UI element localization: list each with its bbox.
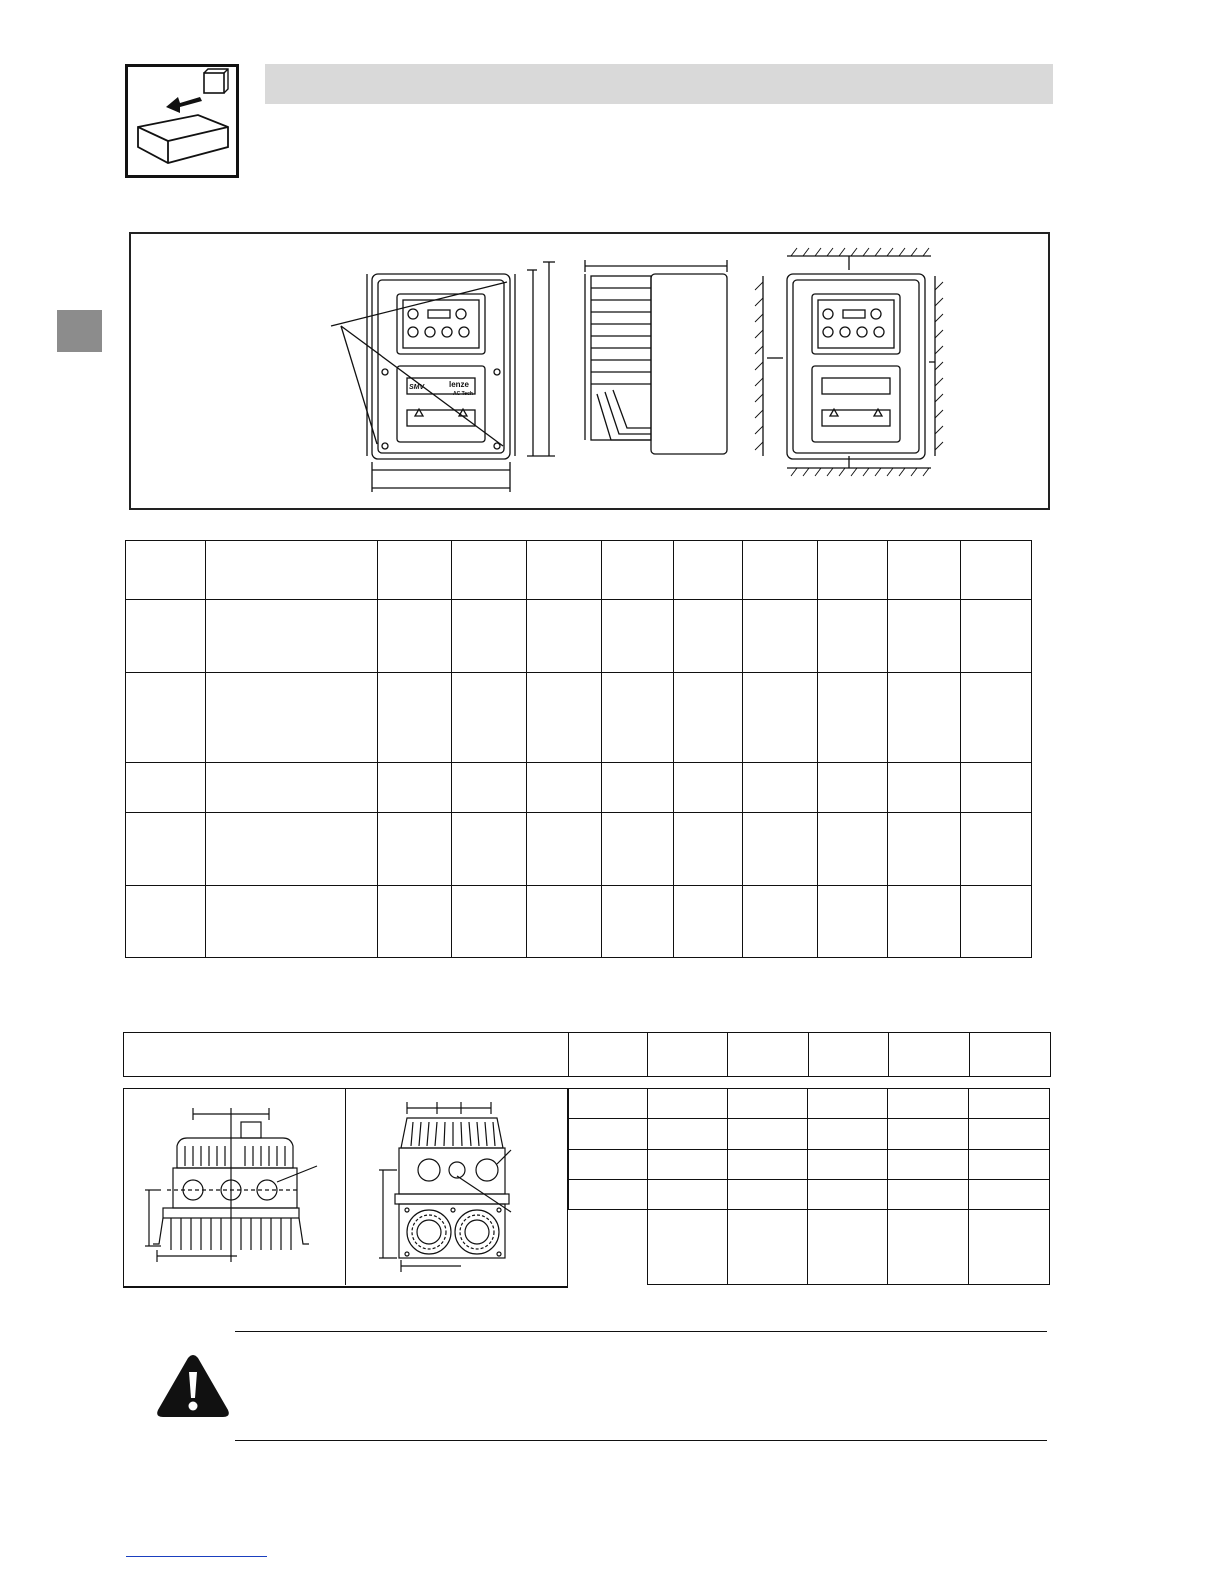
dimension-drawing-frame bbox=[129, 232, 1050, 510]
table-cell bbox=[808, 1180, 888, 1210]
table-cell bbox=[206, 763, 378, 813]
table-cell bbox=[969, 1210, 1050, 1285]
table-cell bbox=[674, 673, 743, 763]
table-cell bbox=[888, 1180, 969, 1210]
table-cell bbox=[743, 600, 818, 673]
table-cell bbox=[452, 673, 527, 763]
table-header-cell bbox=[648, 1033, 728, 1077]
table-row bbox=[126, 673, 1032, 763]
table-header-cell bbox=[602, 541, 674, 600]
table-header-cell bbox=[743, 541, 818, 600]
table-cell bbox=[527, 673, 602, 763]
table-cell bbox=[378, 673, 452, 763]
table-cell bbox=[527, 600, 602, 673]
table-cell bbox=[126, 886, 206, 958]
table-row bbox=[126, 813, 1032, 886]
table-cell bbox=[888, 1119, 969, 1150]
table-cell bbox=[569, 1180, 648, 1210]
table-cell bbox=[727, 1210, 808, 1285]
svg-text:SMV: SMV bbox=[409, 384, 425, 391]
table-cell bbox=[888, 1210, 969, 1285]
table-cell bbox=[126, 600, 206, 673]
table-row bbox=[569, 1089, 1050, 1119]
table-row bbox=[126, 600, 1032, 673]
table-header-cell bbox=[889, 1033, 970, 1077]
table-cell bbox=[647, 1180, 727, 1210]
dimension-table bbox=[125, 540, 1032, 958]
table-cell bbox=[569, 1089, 648, 1119]
table-row bbox=[569, 1210, 1050, 1285]
table-cell bbox=[602, 600, 674, 673]
table-cell bbox=[727, 1089, 808, 1119]
table-cell bbox=[602, 673, 674, 763]
table-header-cell bbox=[818, 541, 888, 600]
warning-triangle-icon bbox=[155, 1354, 231, 1420]
table-cell bbox=[378, 813, 452, 886]
table-cell bbox=[818, 886, 888, 958]
table-cell bbox=[888, 763, 961, 813]
table-header-cell bbox=[674, 541, 743, 600]
figure-divider bbox=[345, 1088, 346, 1285]
table-cell bbox=[569, 1119, 648, 1150]
table-header-cell bbox=[728, 1033, 809, 1077]
table-cell bbox=[452, 600, 527, 673]
warning-top-rule bbox=[235, 1331, 1047, 1332]
table-cell bbox=[969, 1150, 1050, 1180]
table-cell bbox=[969, 1180, 1050, 1210]
footer-link[interactable] bbox=[126, 1556, 267, 1557]
table-cell bbox=[888, 1089, 969, 1119]
table-cell bbox=[674, 813, 743, 886]
table-cell bbox=[969, 1089, 1050, 1119]
table-header-cell bbox=[527, 541, 602, 600]
table-cell bbox=[452, 813, 527, 886]
table-cell bbox=[602, 813, 674, 886]
table-cell bbox=[808, 1150, 888, 1180]
table-cell bbox=[527, 813, 602, 886]
table-cell bbox=[961, 813, 1032, 886]
table-cell bbox=[647, 1119, 727, 1150]
table-cell bbox=[378, 600, 452, 673]
table-cell bbox=[452, 886, 527, 958]
table-row bbox=[569, 1180, 1050, 1210]
table-header-cell bbox=[452, 541, 527, 600]
table-cell bbox=[961, 600, 1032, 673]
table-cell bbox=[569, 1210, 648, 1285]
conduit-values-table bbox=[568, 1088, 1050, 1285]
svg-text:lenze: lenze bbox=[449, 380, 470, 389]
table-cell bbox=[743, 763, 818, 813]
table-header-cell bbox=[809, 1033, 889, 1077]
table-row bbox=[126, 886, 1032, 958]
table-cell bbox=[206, 813, 378, 886]
table-header-cell bbox=[126, 541, 206, 600]
table-row bbox=[569, 1119, 1050, 1150]
table-cell bbox=[452, 763, 527, 813]
table-cell bbox=[961, 886, 1032, 958]
table-cell bbox=[647, 1150, 727, 1180]
warning-bottom-rule bbox=[235, 1440, 1047, 1441]
table-cell bbox=[602, 763, 674, 813]
conduit-section bbox=[123, 1088, 1050, 1287]
table-cell bbox=[961, 763, 1032, 813]
table-cell bbox=[743, 673, 818, 763]
table-cell bbox=[969, 1119, 1050, 1150]
table-cell bbox=[674, 600, 743, 673]
table-cell bbox=[126, 813, 206, 886]
front-view-drawing bbox=[331, 262, 555, 492]
table-cell bbox=[888, 600, 961, 673]
table-cell bbox=[818, 673, 888, 763]
table-cell bbox=[602, 886, 674, 958]
conduit-figure-small bbox=[127, 1092, 341, 1282]
install-box-icon bbox=[125, 64, 239, 178]
table-cell bbox=[647, 1210, 727, 1285]
svg-text:AC Tech: AC Tech bbox=[453, 391, 473, 397]
side-view-drawing bbox=[585, 260, 727, 454]
clearance-view-drawing bbox=[763, 256, 935, 468]
table-row bbox=[126, 763, 1032, 813]
table-cell bbox=[818, 600, 888, 673]
table-cell bbox=[206, 600, 378, 673]
table-cell bbox=[743, 886, 818, 958]
table-cell bbox=[961, 673, 1032, 763]
table-cell bbox=[888, 813, 961, 886]
table-cell bbox=[818, 813, 888, 886]
table-cell bbox=[206, 886, 378, 958]
table-cell bbox=[727, 1119, 808, 1150]
table-cell bbox=[808, 1089, 888, 1119]
table-header-cell bbox=[206, 541, 378, 600]
table-header-cell bbox=[888, 541, 961, 600]
table-cell bbox=[126, 763, 206, 813]
table-row bbox=[569, 1150, 1050, 1180]
table-header-cell bbox=[569, 1033, 648, 1077]
table-cell bbox=[888, 886, 961, 958]
table-cell bbox=[569, 1150, 648, 1180]
chapter-tab bbox=[57, 310, 102, 352]
table-cell bbox=[727, 1150, 808, 1180]
table-header-row bbox=[126, 541, 1032, 600]
table-cell bbox=[527, 763, 602, 813]
conduit-figure-large bbox=[351, 1092, 565, 1282]
section-header-bar bbox=[265, 64, 1053, 104]
table-cell bbox=[527, 886, 602, 958]
table-cell bbox=[206, 673, 378, 763]
table-header-cell bbox=[970, 1033, 1051, 1077]
table-cell bbox=[126, 673, 206, 763]
table-header-cell bbox=[961, 541, 1032, 600]
table-header-cell bbox=[124, 1033, 569, 1077]
table-header-cell bbox=[378, 541, 452, 600]
table-cell bbox=[808, 1119, 888, 1150]
table-cell bbox=[378, 886, 452, 958]
table-cell bbox=[818, 763, 888, 813]
table-header-row bbox=[124, 1033, 1051, 1077]
table-cell bbox=[888, 1150, 969, 1180]
table-cell bbox=[888, 673, 961, 763]
conduit-header-table bbox=[123, 1032, 1051, 1077]
table-cell bbox=[727, 1180, 808, 1210]
table-cell bbox=[808, 1210, 888, 1285]
dimension-drawing bbox=[131, 234, 1048, 508]
table-cell bbox=[743, 813, 818, 886]
table-cell bbox=[674, 886, 743, 958]
table-cell bbox=[674, 763, 743, 813]
table-cell bbox=[378, 763, 452, 813]
table-cell bbox=[647, 1089, 727, 1119]
